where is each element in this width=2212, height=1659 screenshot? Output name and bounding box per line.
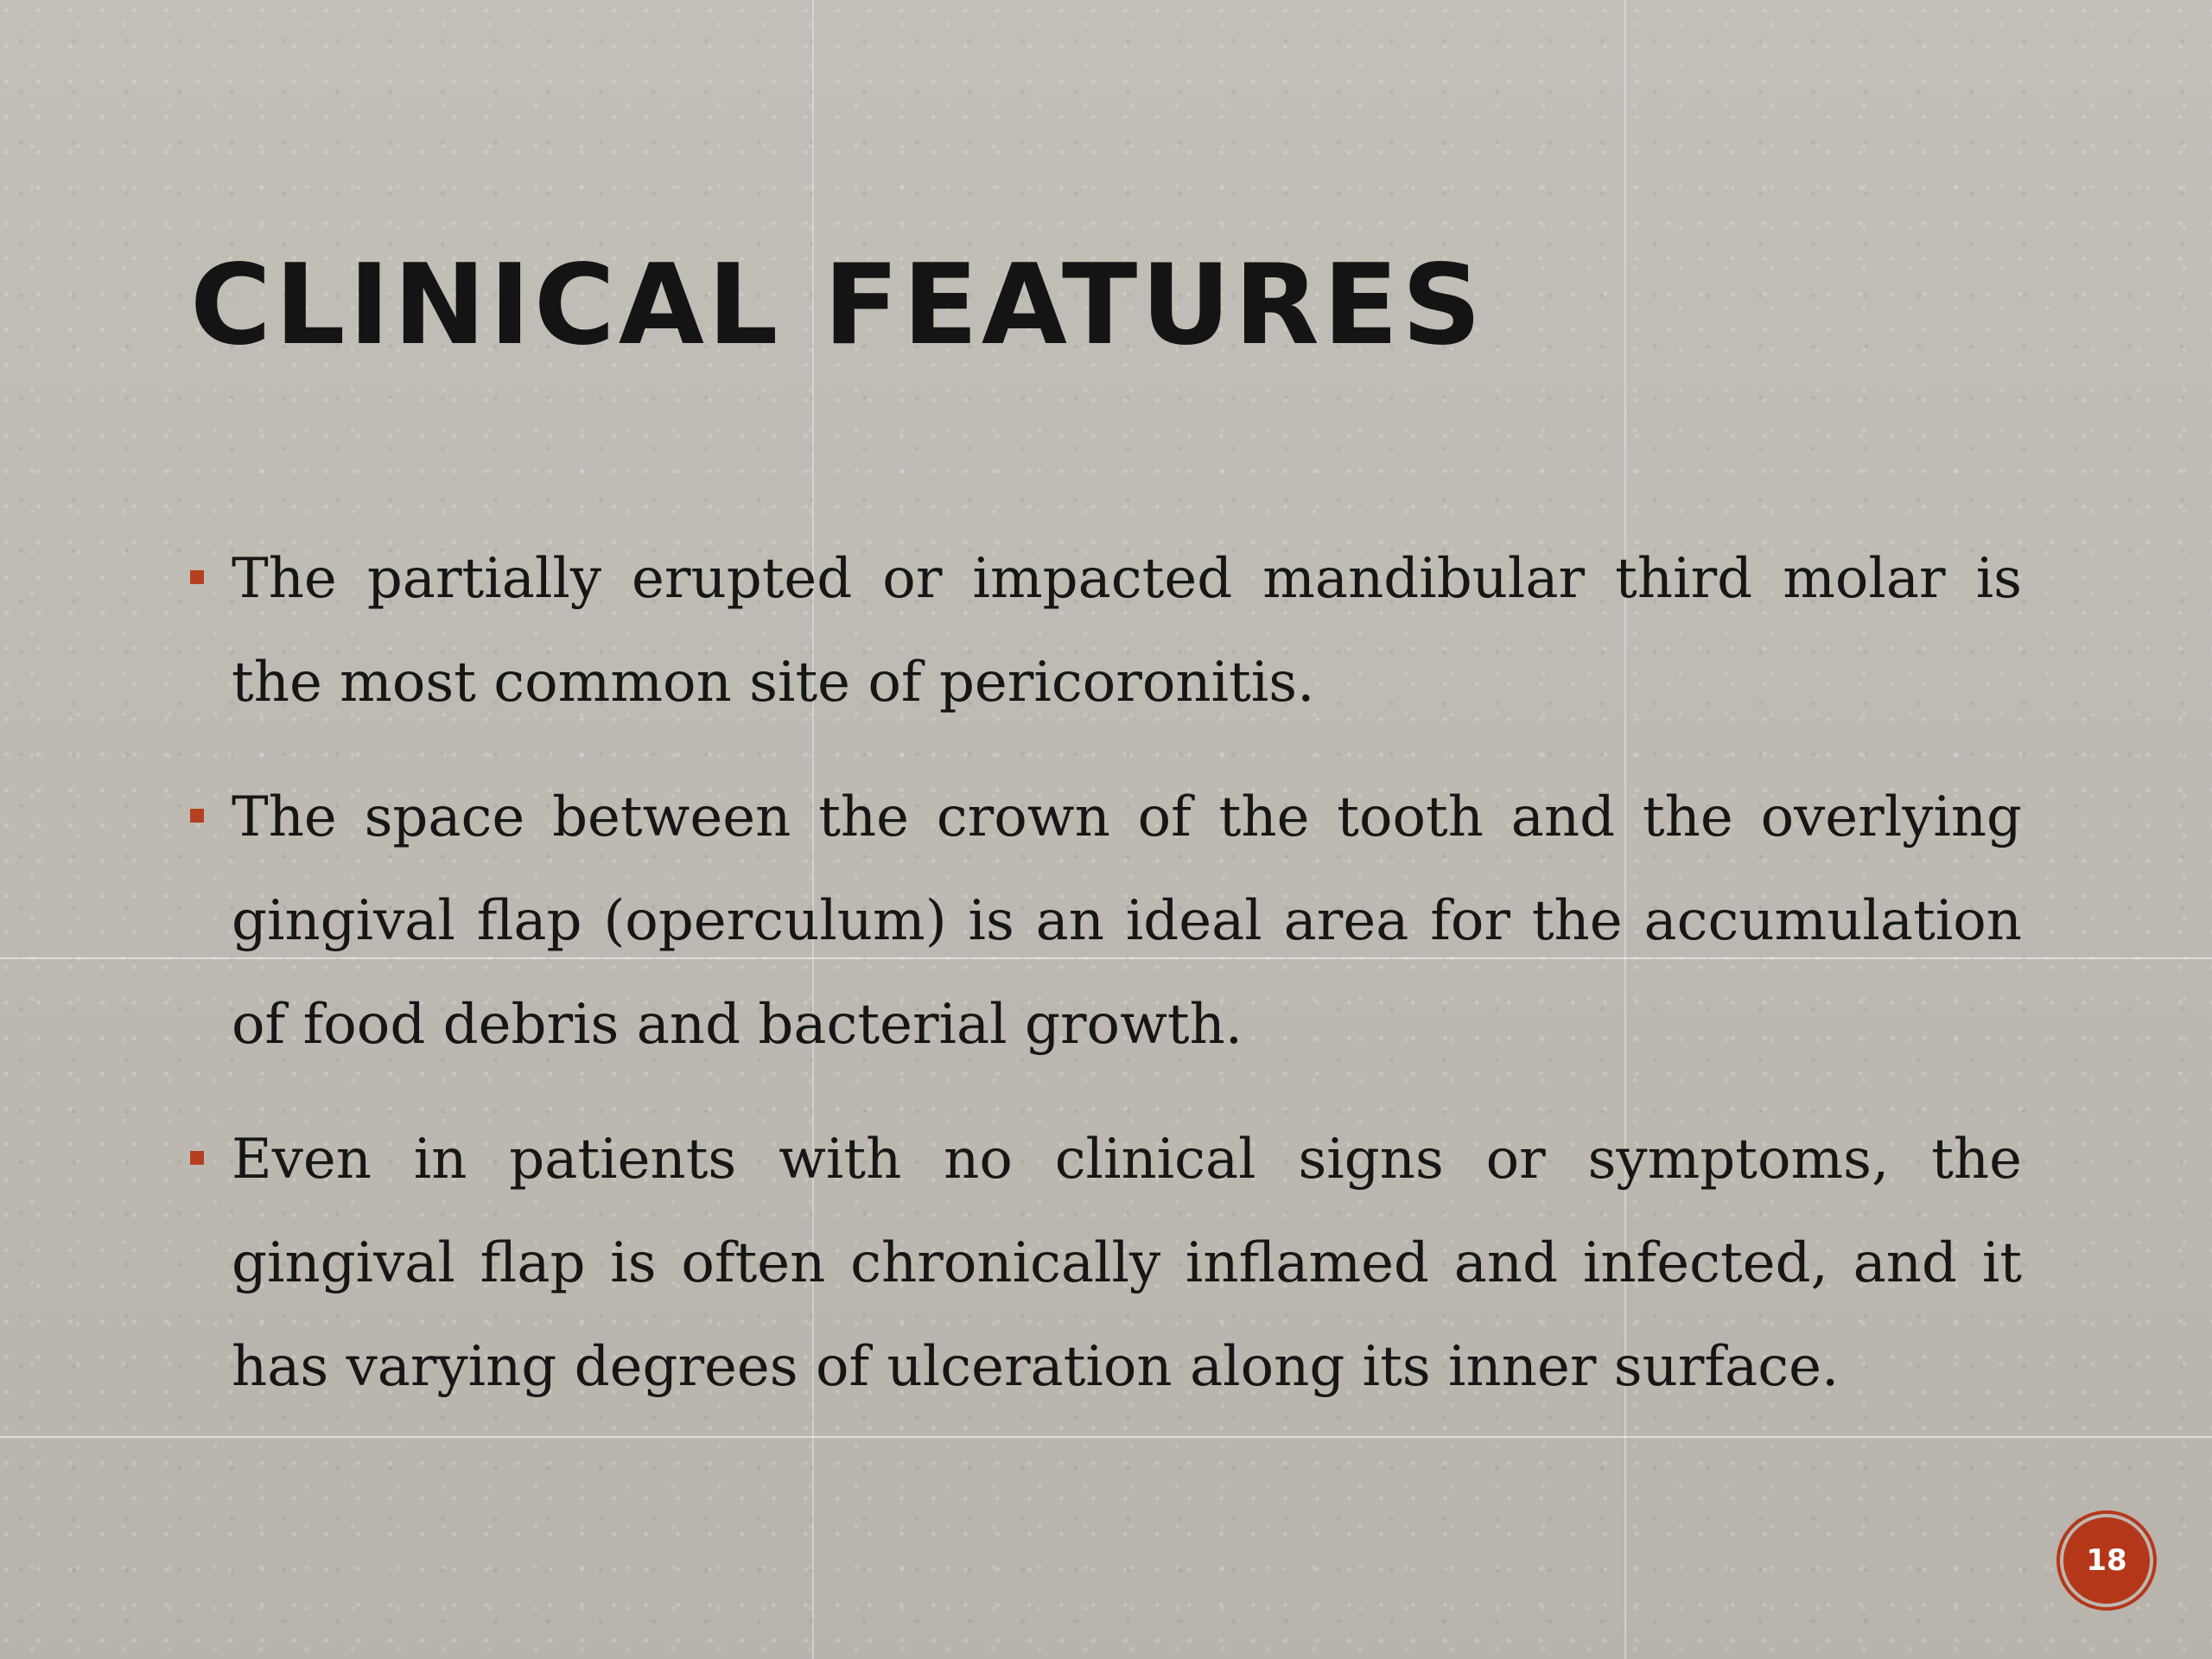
slide-title: CLINICAL FEATURES [190, 241, 1485, 370]
square-bullet-icon [190, 570, 204, 584]
bullet-text: The partially erupted or impacted mandibular third molar is the most common site of pericoronitis. [232, 547, 2022, 715]
square-bullet-icon [190, 809, 204, 823]
bullet-text: The space between the crown of the tooth and the overlying gingival flap (operculum) is an ideal area for the accumulation of food debris and bacterial growth. [232, 785, 2022, 1057]
bullet-item [190, 1108, 2022, 1419]
bullet-text: Even in patients with no clinical signs or symptoms, the gingival flap is often chronically inflamed and infected, and it has varying degrees of ulceration along its inner surface. [232, 1128, 2022, 1399]
bullet-item [190, 527, 2022, 734]
square-bullet-icon [190, 1151, 204, 1165]
bullet-item [190, 766, 2022, 1077]
bullet-list [190, 527, 2022, 1450]
page-number-badge [2063, 1517, 2150, 1604]
page-number: 18 [2086, 1543, 2127, 1578]
